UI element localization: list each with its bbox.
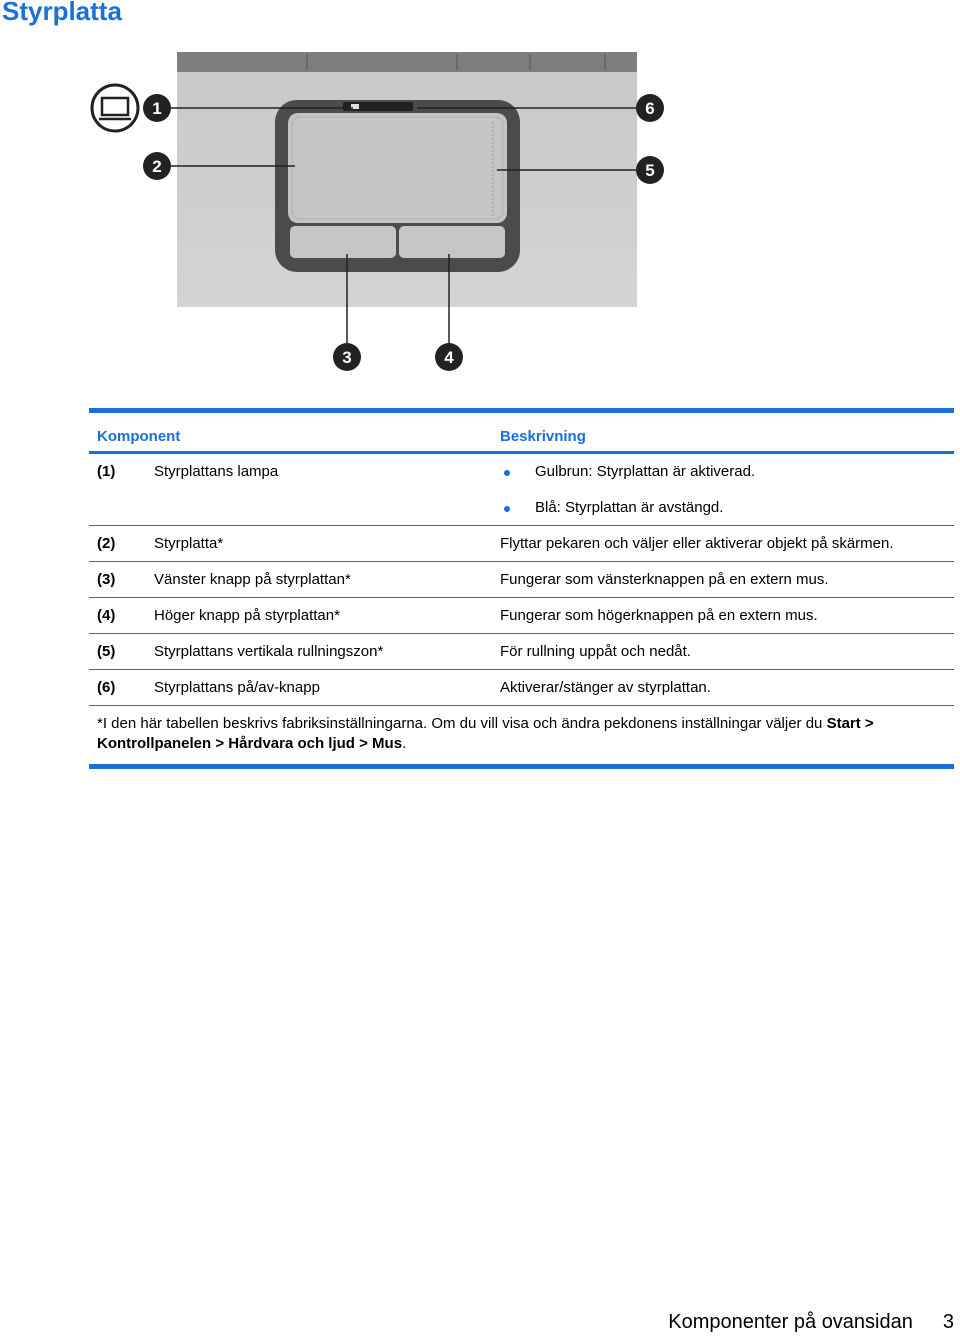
header-description: Beskrivning bbox=[500, 428, 586, 445]
table-row bbox=[89, 454, 954, 526]
row-component: Styrplattans vertikala rullningszon* bbox=[154, 643, 384, 660]
bullet-icon bbox=[504, 506, 510, 512]
left-button bbox=[290, 226, 396, 258]
touchpad-illustration bbox=[85, 40, 675, 380]
row-number: (5) bbox=[97, 643, 116, 660]
callout-2 bbox=[143, 152, 171, 180]
page-title: Styrplatta bbox=[2, 0, 122, 26]
right-button bbox=[399, 226, 505, 258]
page-footer bbox=[668, 1311, 954, 1334]
row-bullet-text: Blå: Styrplattan är avstängd. bbox=[535, 499, 724, 516]
row-component: Vänster knapp på styrplattan* bbox=[154, 571, 351, 588]
svg-text:1: 1 bbox=[152, 99, 162, 118]
callout-3 bbox=[333, 343, 361, 371]
row-number: (2) bbox=[97, 535, 116, 552]
svg-text:6: 6 bbox=[645, 99, 655, 118]
row-description: Fungerar som vänsterknappen på en extern mus. bbox=[500, 571, 829, 588]
row-number: (6) bbox=[97, 679, 116, 696]
row-component: Styrplatta* bbox=[154, 535, 224, 552]
row-description: Flyttar pekaren och väljer eller aktiverar objekt på skärmen. bbox=[500, 535, 894, 552]
svg-text:3: 3 bbox=[342, 348, 352, 367]
bullet-icon bbox=[504, 470, 510, 476]
row-component: Höger knapp på styrplattan* bbox=[154, 607, 340, 624]
footer-section: Komponenter på ovansidan bbox=[668, 1311, 913, 1333]
table-row bbox=[89, 526, 954, 562]
svg-text:2: 2 bbox=[152, 157, 162, 176]
footnote-text: *I den här tabellen beskrivs fabriksinställningarna. Om du vill visa och ändra pekdonens inställningar väljer du bbox=[97, 715, 827, 732]
callout-5 bbox=[636, 156, 664, 184]
row-component: Styrplattans lampa bbox=[154, 463, 279, 480]
touchpad-icon bbox=[92, 85, 138, 131]
table-row bbox=[89, 562, 954, 598]
row-component: Styrplattans på/av-knapp bbox=[154, 679, 320, 696]
table-row bbox=[89, 670, 954, 706]
footnote-end: . bbox=[402, 735, 407, 752]
table-row bbox=[89, 634, 954, 670]
svg-text:5: 5 bbox=[645, 161, 655, 180]
row-number: (3) bbox=[97, 571, 116, 588]
header-component: Komponent bbox=[97, 428, 181, 445]
footnote-menu-path: Start > Kontrollpanelen > Hårdvara och ljud > Mus bbox=[97, 715, 874, 752]
row-bullet-text: Gulbrun: Styrplattan är aktiverad. bbox=[535, 463, 756, 480]
row-number: (4) bbox=[97, 607, 116, 624]
table-header bbox=[89, 413, 954, 454]
table-footnote bbox=[89, 706, 954, 764]
row-description: För rullning uppåt och nedåt. bbox=[500, 643, 691, 660]
row-number: (1) bbox=[97, 463, 116, 480]
callout-4 bbox=[435, 343, 463, 371]
callout-1 bbox=[143, 94, 171, 122]
touchpad-surface bbox=[288, 113, 507, 223]
callout-6 bbox=[636, 94, 664, 122]
row-description: Aktiverar/stänger av styrplattan. bbox=[500, 679, 711, 696]
keyboard-edge bbox=[177, 52, 637, 72]
svg-text:4: 4 bbox=[444, 348, 454, 367]
row-description: Fungerar som högerknappen på en extern mus. bbox=[500, 607, 818, 624]
page-number: 3 bbox=[942, 1311, 954, 1333]
table-row bbox=[89, 598, 954, 634]
component-table bbox=[89, 408, 954, 769]
